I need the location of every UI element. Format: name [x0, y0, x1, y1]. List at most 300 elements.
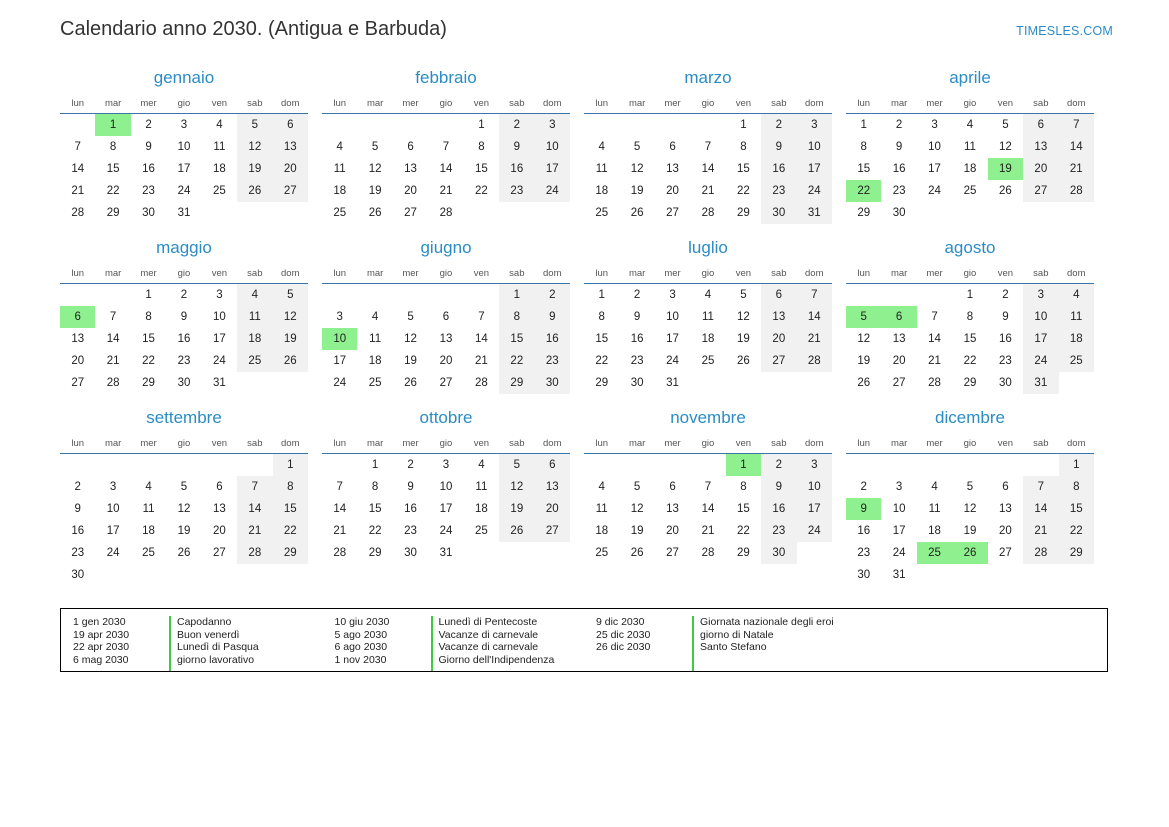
day-cell[interactable]: 13 [71, 333, 85, 345]
day-cell[interactable]: 19 [630, 185, 644, 197]
day-cell[interactable]: 6 [669, 481, 676, 493]
day-cell[interactable]: 2 [499, 114, 534, 137]
day-cell[interactable]: 26 [368, 207, 382, 219]
day-cell[interactable]: 28 [928, 377, 941, 389]
day-cell[interactable]: 3 [535, 114, 570, 137]
day-cell[interactable]: 2 [895, 119, 903, 131]
day-cell[interactable]: 18 [368, 355, 382, 367]
day-cell[interactable]: 18 [701, 333, 715, 345]
day-cell[interactable]: 14 [797, 306, 832, 328]
day-cell[interactable]: 2 [74, 481, 81, 493]
day-cell[interactable]: 27 [666, 207, 679, 219]
day-cell[interactable]: 3 [797, 454, 832, 477]
day-cell[interactable]: 26 [499, 520, 534, 542]
day-cell[interactable]: 16 [761, 498, 796, 520]
day-cell[interactable]: 9 [74, 503, 81, 515]
day-cell[interactable]: 16 [892, 163, 906, 175]
day-cell[interactable]: 15 [737, 503, 750, 515]
day-cell[interactable]: 22 [595, 355, 609, 367]
day-cell[interactable]: 14 [106, 333, 120, 345]
day-cell[interactable]: 15 [963, 333, 977, 345]
day-cell[interactable]: 10 [666, 311, 679, 323]
day-cell[interactable]: 10 [177, 141, 191, 153]
day-cell[interactable]: 14 [701, 503, 715, 515]
day-cell-holiday[interactable]: 5 [846, 306, 881, 328]
day-cell[interactable]: 16 [535, 328, 570, 350]
day-cell[interactable]: 17 [535, 158, 570, 180]
day-cell[interactable]: 20 [999, 525, 1012, 537]
day-cell[interactable]: 6 [273, 114, 308, 137]
day-cell[interactable]: 13 [761, 306, 796, 328]
day-cell[interactable]: 7 [74, 141, 81, 153]
day-cell[interactable]: 9 [895, 141, 903, 153]
day-cell[interactable]: 21 [928, 355, 941, 367]
day-cell[interactable]: 17 [1023, 328, 1058, 350]
day-cell[interactable]: 23 [535, 350, 570, 372]
day-cell[interactable]: 13 [666, 163, 679, 175]
day-cell[interactable]: 26 [737, 355, 750, 367]
day-cell[interactable]: 18 [213, 163, 226, 175]
day-cell[interactable]: 11 [702, 311, 714, 323]
day-cell[interactable]: 3 [336, 311, 343, 323]
day-cell[interactable]: 27 [892, 377, 906, 389]
day-cell[interactable]: 2 [761, 454, 796, 477]
day-cell[interactable]: 11 [595, 163, 608, 175]
day-cell[interactable]: 16 [999, 333, 1012, 345]
day-cell-holiday[interactable]: 10 [322, 328, 357, 350]
day-cell[interactable]: 30 [892, 207, 906, 219]
day-cell[interactable]: 6 [1023, 114, 1058, 137]
day-cell[interactable]: 23 [892, 185, 906, 197]
day-cell[interactable]: 9 [761, 136, 796, 158]
day-cell[interactable]: 15 [1059, 498, 1094, 520]
day-cell[interactable]: 30 [857, 569, 871, 581]
day-cell[interactable]: 13 [439, 333, 453, 345]
day-cell[interactable]: 24 [439, 525, 453, 537]
day-cell[interactable]: 18 [475, 503, 488, 515]
day-cell[interactable]: 19 [963, 525, 977, 537]
day-cell[interactable]: 25 [1059, 350, 1094, 372]
day-cell[interactable]: 18 [1059, 328, 1094, 350]
day-cell[interactable]: 21 [106, 355, 120, 367]
day-cell[interactable]: 16 [142, 163, 155, 175]
day-cell[interactable]: 15 [368, 503, 382, 515]
day-cell[interactable]: 25 [595, 207, 609, 219]
day-cell[interactable]: 4 [216, 119, 223, 131]
day-cell[interactable]: 22 [368, 525, 382, 537]
day-cell[interactable]: 21 [1023, 520, 1058, 542]
day-cell[interactable]: 8 [740, 481, 747, 493]
day-cell[interactable]: 12 [630, 163, 644, 175]
day-cell[interactable]: 3 [180, 119, 188, 131]
day-cell[interactable]: 10 [797, 476, 832, 498]
day-cell[interactable]: 25 [237, 350, 272, 372]
day-cell[interactable]: 17 [666, 333, 679, 345]
day-cell[interactable]: 28 [701, 547, 715, 559]
day-cell[interactable]: 23 [630, 355, 644, 367]
day-cell[interactable]: 28 [106, 377, 120, 389]
day-cell[interactable]: 18 [963, 163, 977, 175]
day-cell[interactable]: 14 [928, 333, 941, 345]
day-cell[interactable]: 1 [371, 459, 379, 471]
day-cell[interactable]: 4 [1059, 284, 1094, 307]
day-cell[interactable]: 12 [857, 333, 871, 345]
day-cell[interactable]: 4 [145, 481, 152, 493]
day-cell[interactable]: 19 [630, 525, 644, 537]
day-cell[interactable]: 31 [797, 202, 832, 224]
day-cell[interactable]: 1 [1059, 454, 1094, 477]
day-cell[interactable]: 6 [1002, 481, 1009, 493]
day-cell[interactable]: 27 [439, 377, 453, 389]
day-cell[interactable]: 9 [1002, 311, 1009, 323]
day-cell[interactable]: 4 [598, 481, 605, 493]
day-cell[interactable]: 16 [499, 158, 534, 180]
day-cell[interactable]: 10 [439, 481, 453, 493]
day-cell[interactable]: 12 [999, 141, 1012, 153]
day-cell[interactable]: 30 [404, 547, 417, 559]
day-cell[interactable]: 18 [237, 328, 272, 350]
day-cell[interactable]: 18 [595, 185, 609, 197]
day-cell[interactable]: 13 [535, 476, 570, 498]
day-cell[interactable]: 13 [892, 333, 906, 345]
day-cell[interactable]: 4 [598, 141, 605, 153]
day-cell[interactable]: 29 [368, 547, 382, 559]
day-cell[interactable]: 27 [273, 180, 308, 202]
day-cell[interactable]: 24 [1023, 350, 1058, 372]
day-cell[interactable]: 18 [928, 525, 941, 537]
day-cell[interactable]: 22 [1059, 520, 1094, 542]
day-cell-holiday[interactable]: 1 [726, 454, 761, 477]
day-cell[interactable]: 7 [442, 141, 450, 153]
day-cell[interactable]: 11 [333, 163, 346, 175]
day-cell[interactable]: 20 [535, 498, 570, 520]
day-cell[interactable]: 26 [177, 547, 191, 559]
day-cell[interactable]: 2 [407, 459, 414, 471]
day-cell[interactable]: 24 [892, 547, 906, 559]
day-cell[interactable]: 28 [237, 542, 272, 564]
day-cell[interactable]: 7 [931, 311, 938, 323]
day-cell[interactable]: 11 [928, 503, 941, 515]
day-cell[interactable]: 11 [595, 503, 608, 515]
day-cell[interactable]: 4 [371, 311, 379, 323]
day-cell[interactable]: 1 [740, 119, 747, 131]
day-cell[interactable]: 20 [1023, 158, 1058, 180]
day-cell[interactable]: 12 [368, 163, 382, 175]
day-cell[interactable]: 12 [499, 476, 534, 498]
day-cell[interactable]: 11 [1059, 306, 1094, 328]
day-cell[interactable]: 31 [439, 547, 453, 559]
day-cell[interactable]: 8 [371, 481, 379, 493]
day-cell[interactable]: 30 [142, 207, 155, 219]
day-cell[interactable]: 7 [478, 311, 485, 323]
day-cell[interactable]: 12 [630, 503, 644, 515]
day-cell[interactable]: 25 [595, 547, 609, 559]
day-cell[interactable]: 15 [857, 163, 871, 175]
day-cell[interactable]: 3 [216, 289, 223, 301]
day-cell[interactable]: 29 [106, 207, 120, 219]
day-cell[interactable]: 23 [499, 180, 534, 202]
day-cell[interactable]: 7 [109, 311, 117, 323]
day-cell[interactable]: 28 [1059, 180, 1094, 202]
day-cell[interactable]: 19 [737, 333, 750, 345]
day-cell[interactable]: 25 [213, 185, 226, 197]
day-cell[interactable]: 30 [630, 377, 644, 389]
day-cell[interactable]: 7 [336, 481, 343, 493]
day-cell[interactable]: 6 [761, 284, 796, 307]
day-cell[interactable]: 22 [963, 355, 977, 367]
day-cell-holiday[interactable]: 26 [952, 542, 987, 564]
day-cell-holiday[interactable]: 6 [60, 306, 95, 328]
day-cell[interactable]: 20 [761, 328, 796, 350]
day-cell[interactable]: 25 [963, 185, 977, 197]
day-cell[interactable]: 20 [666, 525, 679, 537]
day-cell-holiday[interactable]: 9 [846, 498, 881, 520]
day-cell[interactable]: 18 [595, 525, 609, 537]
day-cell[interactable]: 27 [666, 547, 679, 559]
day-cell[interactable]: 12 [237, 136, 272, 158]
day-cell[interactable]: 17 [106, 525, 120, 537]
day-cell[interactable]: 31 [213, 377, 226, 389]
day-cell[interactable]: 25 [475, 525, 488, 537]
day-cell[interactable]: 13 [404, 163, 417, 175]
day-cell[interactable]: 21 [797, 328, 832, 350]
day-cell[interactable]: 21 [237, 520, 272, 542]
day-cell[interactable]: 31 [177, 207, 191, 219]
day-cell[interactable]: 9 [145, 141, 152, 153]
day-cell[interactable]: 23 [999, 355, 1012, 367]
day-cell[interactable]: 18 [142, 525, 155, 537]
day-cell[interactable]: 6 [407, 141, 414, 153]
day-cell[interactable]: 8 [478, 141, 485, 153]
day-cell[interactable]: 10 [928, 141, 941, 153]
day-cell[interactable]: 24 [666, 355, 679, 367]
day-cell[interactable]: 8 [966, 311, 974, 323]
day-cell[interactable]: 14 [701, 163, 715, 175]
day-cell[interactable]: 20 [404, 185, 417, 197]
day-cell[interactable]: 2 [535, 284, 570, 307]
day-cell[interactable]: 9 [499, 136, 534, 158]
day-cell[interactable]: 16 [71, 525, 85, 537]
day-cell[interactable]: 21 [701, 525, 715, 537]
day-cell[interactable]: 31 [666, 377, 679, 389]
day-cell[interactable]: 17 [797, 498, 832, 520]
day-cell[interactable]: 4 [966, 119, 974, 131]
day-cell[interactable]: 12 [273, 306, 308, 328]
day-cell[interactable]: 13 [999, 503, 1012, 515]
day-cell[interactable]: 17 [177, 163, 191, 175]
day-cell[interactable]: 19 [177, 525, 191, 537]
day-cell[interactable]: 26 [273, 350, 308, 372]
day-cell-holiday[interactable]: 22 [846, 180, 881, 202]
day-cell[interactable]: 16 [177, 333, 191, 345]
day-cell[interactable]: 29 [142, 377, 155, 389]
day-cell[interactable]: 27 [761, 350, 796, 372]
day-cell[interactable]: 25 [333, 207, 347, 219]
day-cell[interactable]: 14 [1023, 498, 1058, 520]
day-cell[interactable]: 26 [404, 377, 417, 389]
day-cell[interactable]: 17 [333, 355, 347, 367]
day-cell[interactable]: 21 [71, 185, 85, 197]
day-cell[interactable]: 3 [442, 459, 450, 471]
day-cell[interactable]: 5 [1002, 119, 1009, 131]
day-cell[interactable]: 14 [237, 498, 272, 520]
day-cell[interactable]: 6 [216, 481, 223, 493]
day-cell[interactable]: 17 [892, 525, 906, 537]
day-cell[interactable]: 20 [666, 185, 679, 197]
day-cell[interactable]: 24 [928, 185, 941, 197]
day-cell[interactable]: 22 [142, 355, 155, 367]
day-cell[interactable]: 12 [177, 503, 191, 515]
day-cell-holiday[interactable]: 19 [988, 158, 1023, 180]
day-cell[interactable]: 10 [1023, 306, 1058, 328]
day-cell[interactable]: 22 [499, 350, 534, 372]
day-cell[interactable]: 1 [598, 289, 605, 301]
day-cell[interactable]: 14 [71, 163, 85, 175]
day-cell[interactable]: 25 [368, 377, 382, 389]
day-cell[interactable]: 24 [797, 520, 832, 542]
day-cell[interactable]: 24 [535, 180, 570, 202]
day-cell[interactable]: 23 [404, 525, 417, 537]
day-cell[interactable]: 24 [213, 355, 226, 367]
day-cell[interactable]: 11 [237, 306, 272, 328]
day-cell[interactable]: 9 [180, 311, 188, 323]
day-cell[interactable]: 5 [633, 481, 641, 493]
day-cell[interactable]: 8 [145, 311, 152, 323]
day-cell[interactable]: 13 [213, 503, 226, 515]
day-cell[interactable]: 10 [106, 503, 120, 515]
day-cell[interactable]: 1 [273, 454, 308, 477]
day-cell[interactable]: 27 [1023, 180, 1058, 202]
day-cell[interactable]: 27 [535, 520, 570, 542]
day-cell[interactable]: 10 [213, 311, 226, 323]
day-cell[interactable]: 21 [333, 525, 347, 537]
day-cell[interactable]: 26 [237, 180, 272, 202]
day-cell[interactable]: 18 [333, 185, 347, 197]
day-cell[interactable]: 1 [499, 284, 534, 307]
day-cell[interactable]: 7 [797, 284, 832, 307]
day-cell[interactable]: 26 [999, 185, 1012, 197]
day-cell[interactable]: 28 [701, 207, 715, 219]
day-cell[interactable]: 20 [213, 525, 226, 537]
day-cell[interactable]: 5 [633, 141, 641, 153]
day-cell[interactable]: 22 [737, 525, 750, 537]
day-cell[interactable]: 21 [1059, 158, 1094, 180]
day-cell[interactable]: 5 [180, 481, 188, 493]
day-cell[interactable]: 17 [797, 158, 832, 180]
day-cell[interactable]: 4 [237, 284, 272, 307]
day-cell[interactable]: 11 [475, 481, 488, 493]
day-cell[interactable]: 29 [857, 207, 871, 219]
day-cell[interactable]: 15 [106, 163, 120, 175]
day-cell[interactable]: 29 [737, 207, 750, 219]
day-cell[interactable]: 25 [142, 547, 155, 559]
day-cell[interactable]: 29 [1059, 542, 1094, 564]
day-cell[interactable]: 24 [106, 547, 120, 559]
day-cell[interactable]: 22 [475, 185, 488, 197]
day-cell[interactable]: 5 [273, 284, 308, 307]
day-cell[interactable]: 3 [895, 481, 903, 493]
day-cell[interactable]: 4 [704, 289, 712, 301]
day-cell[interactable]: 29 [595, 377, 609, 389]
day-cell[interactable]: 3 [1023, 284, 1058, 307]
day-cell[interactable]: 19 [404, 355, 417, 367]
day-cell[interactable]: 20 [273, 158, 308, 180]
day-cell[interactable]: 26 [630, 547, 644, 559]
day-cell[interactable]: 5 [966, 481, 974, 493]
day-cell[interactable]: 23 [177, 355, 191, 367]
day-cell[interactable]: 14 [439, 163, 453, 175]
day-cell[interactable]: 28 [439, 207, 453, 219]
day-cell[interactable]: 2 [633, 289, 641, 301]
day-cell[interactable]: 28 [475, 377, 488, 389]
day-cell[interactable]: 28 [1023, 542, 1058, 564]
day-cell[interactable]: 3 [797, 114, 832, 137]
day-cell[interactable]: 30 [71, 569, 85, 581]
day-cell[interactable]: 19 [857, 355, 871, 367]
day-cell[interactable]: 28 [797, 350, 832, 372]
day-cell[interactable]: 9 [407, 481, 414, 493]
day-cell[interactable]: 17 [928, 163, 941, 175]
day-cell[interactable]: 6 [535, 454, 570, 477]
day-cell[interactable]: 26 [857, 377, 871, 389]
day-cell[interactable]: 29 [273, 542, 308, 564]
day-cell[interactable]: 15 [595, 333, 609, 345]
day-cell[interactable]: 5 [740, 289, 747, 301]
day-cell[interactable]: 30 [535, 372, 570, 394]
day-cell[interactable]: 24 [177, 185, 191, 197]
day-cell[interactable]: 6 [669, 141, 676, 153]
day-cell[interactable]: 7 [704, 481, 712, 493]
day-cell[interactable]: 21 [701, 185, 715, 197]
day-cell[interactable]: 4 [478, 459, 485, 471]
brand-link[interactable]: TIMESLES.COM [1016, 24, 1113, 38]
day-cell[interactable]: 7 [1023, 476, 1058, 498]
day-cell[interactable]: 7 [1059, 114, 1094, 137]
day-cell[interactable]: 1 [478, 119, 485, 131]
day-cell[interactable]: 23 [142, 185, 155, 197]
day-cell[interactable]: 22 [106, 185, 120, 197]
day-cell[interactable]: 23 [857, 547, 871, 559]
day-cell[interactable]: 8 [499, 306, 534, 328]
day-cell[interactable]: 8 [273, 476, 308, 498]
day-cell[interactable]: 7 [704, 141, 712, 153]
day-cell[interactable]: 8 [860, 141, 867, 153]
day-cell[interactable]: 15 [737, 163, 750, 175]
day-cell[interactable]: 9 [535, 306, 570, 328]
day-cell[interactable]: 22 [273, 520, 308, 542]
day-cell[interactable]: 31 [892, 569, 906, 581]
day-cell[interactable]: 3 [931, 119, 938, 131]
day-cell[interactable]: 2 [145, 119, 152, 131]
day-cell[interactable]: 19 [273, 328, 308, 350]
day-cell[interactable]: 27 [404, 207, 417, 219]
day-cell[interactable]: 8 [740, 141, 747, 153]
day-cell[interactable]: 30 [761, 542, 796, 564]
day-cell-holiday[interactable]: 1 [95, 114, 130, 137]
day-cell[interactable]: 9 [761, 476, 796, 498]
day-cell[interactable]: 11 [964, 141, 976, 153]
day-cell[interactable]: 12 [963, 503, 977, 515]
day-cell[interactable]: 17 [213, 333, 226, 345]
day-cell[interactable]: 2 [761, 114, 796, 137]
day-cell[interactable]: 1 [860, 119, 867, 131]
day-cell[interactable]: 23 [71, 547, 85, 559]
day-cell[interactable]: 14 [1059, 136, 1094, 158]
day-cell[interactable]: 6 [442, 311, 450, 323]
day-cell[interactable]: 14 [333, 503, 347, 515]
day-cell[interactable]: 5 [237, 114, 272, 137]
day-cell[interactable]: 10 [892, 503, 906, 515]
